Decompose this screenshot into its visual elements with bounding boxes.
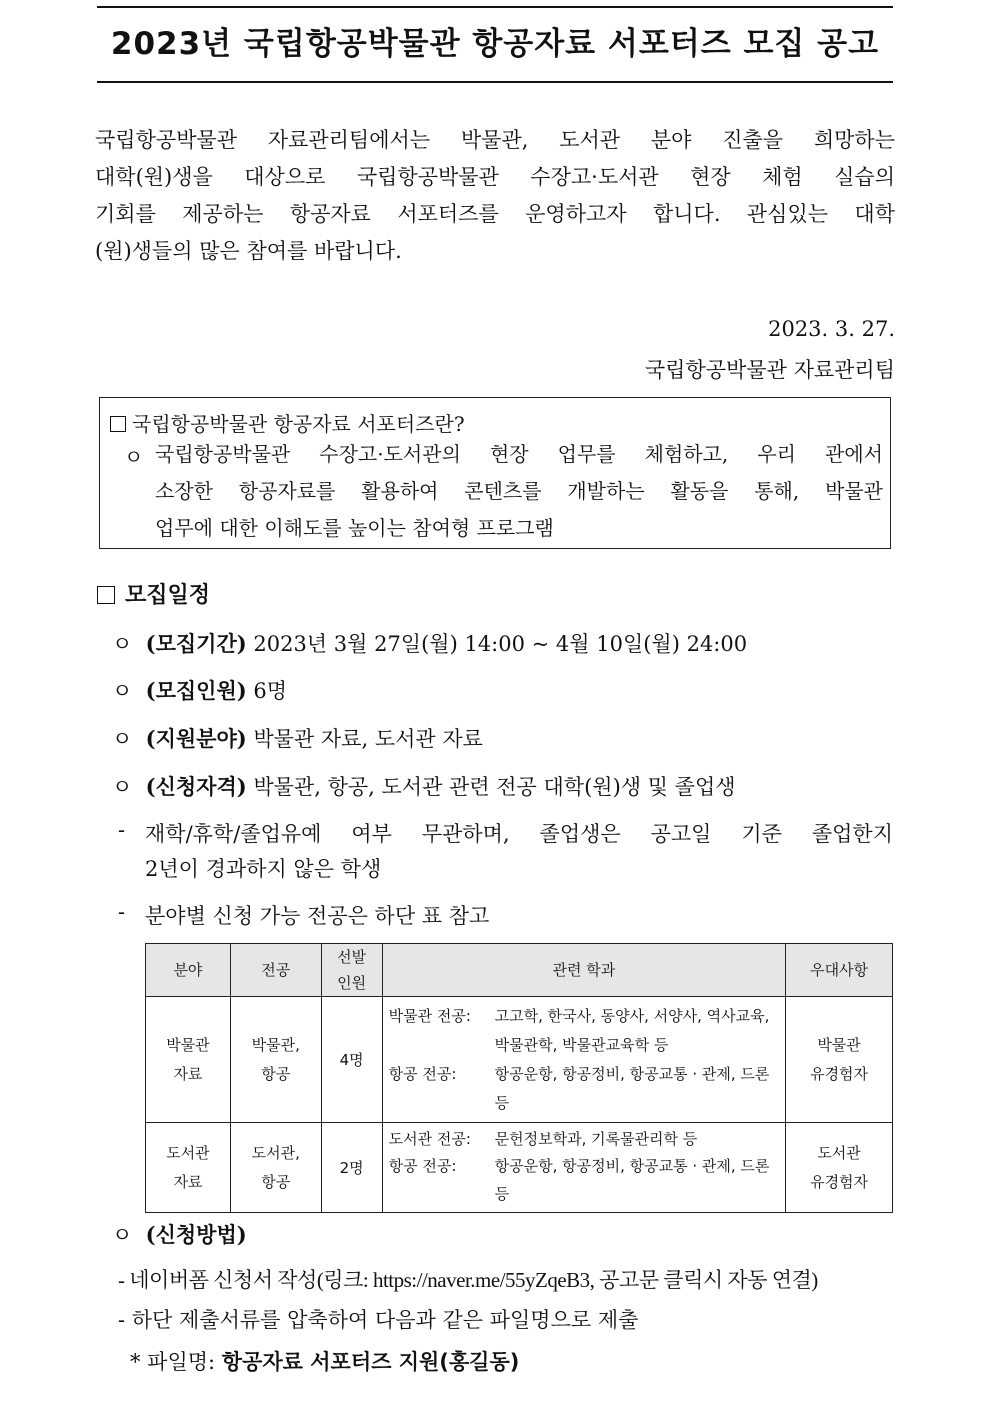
title-top-rule [97,6,893,8]
note-line: 2년이 경과하지 않은 학생 [145,857,382,881]
section-heading-schedule: 모집일정 [97,578,210,609]
cell-pref: 도서관 유경험자 [786,1123,893,1213]
schedule-item-field: ㅇ (지원분야) 박물관 자료, 도서관 자료 [112,726,483,751]
cell-quota: 2명 [321,1123,382,1213]
title-bottom-rule [97,81,893,83]
header-major: 전공 [230,944,321,997]
majors-table [145,943,893,1213]
about-box [99,397,891,549]
header-quota: 선발 인원 [321,944,382,997]
apply-method-heading: ㅇ (신청방법) [112,1222,247,1247]
cell-quota: 4명 [321,997,382,1123]
note-line: 분야별 신청 가능 전공은 하단 표 참고 [145,904,490,928]
intro-line: (원)생들의 많은 참여를 바랍니다. [95,239,402,263]
cell-dept: 도서관 전공: 문헌정보학과, 기록물관리학 등 항공 전공: 항공운항, 항공정비, 항공교통 · 관제, 드론 등 [382,1123,786,1213]
header-pref: 우대사항 [786,944,893,997]
schedule-item-eligibility: ㅇ (신청자격) 박물관, 항공, 도서관 관련 전공 대학(원)생 및 졸업생 [112,774,736,799]
note-dash: - [118,900,126,924]
cell-major: 박물관, 항공 [230,997,321,1123]
announcement-date: 2023. 3. 27. [768,317,895,341]
intro-line: 기회를 제공하는 항공자료 서포터즈를 운영하고자 합니다. 관심있는 대학 [95,202,895,226]
header-field: 분야 [146,944,231,997]
schedule-item-quota: ㅇ (모집인원) 6명 [112,678,288,703]
note-line: 재학/휴학/졸업유예 여부 무관하며, 졸업생은 공고일 기준 졸업한지 [145,822,893,846]
apply-file-name: * 파일명: 항공자료 서포터즈 지원(홍길동) [130,1350,520,1374]
apply-line-form: - 네이버폼 신청서 작성(링크: https://naver.me/55yZqeB3, 공고문 클릭시 자동 연결) [118,1268,818,1292]
page-title: 2023년 국립항공박물관 항공자료 서포터즈 모집 공고 [110,26,880,62]
intro-line: 대학(원)생을 대상으로 국립항공박물관 수장고·도서관 현장 체험 실습의 [95,165,895,189]
cell-pref: 박물관 유경험자 [786,997,893,1123]
circle-bullet-icon: ㅇ [124,445,144,469]
header-dept: 관련 학과 [382,944,786,997]
apply-line-submit: - 하단 제출서류를 압축하여 다음과 같은 파일명으로 제출 [118,1308,639,1332]
intro-paragraph [95,122,895,270]
note-dash: - [118,818,126,842]
issuer: 국립항공박물관 자료관리팀 [644,358,895,382]
intro-line: 국립항공박물관 자료관리팀에서는 박물관, 도서관 분야 진출을 희망하는 [95,128,895,152]
about-description: 국립항공박물관 수장고·도서관의 현장 업무를 체험하고, 우리 관에서 소장한 항공자료를 활용하여 콘텐츠를 개발하는 활동을 통해, 박물관 업무에 대한 이해도를 높이는 참여형 프로그램 [155,442,883,540]
about-question: 국립항공박물관 항공자료 서포터즈란? [110,408,465,437]
cell-field: 도서관 자료 [146,1123,231,1213]
checkbox-square-icon [97,586,115,604]
cell-field: 박물관 자료 [146,997,231,1123]
checkbox-square-icon [110,416,126,432]
table-row [146,997,893,1123]
schedule-item-period: ㅇ (모집기간) 2023년 3월 27일(월) 14:00 ~ 4월 10일(월) 24:00 [112,631,748,656]
table-header-row [146,944,893,997]
cell-major: 도서관, 항공 [230,1123,321,1213]
cell-dept: 박물관 전공: 고고학, 한국사, 동양사, 서양사, 역사교육, 박물관학, 박물관교육학 등 항공 전공: 항공운항, 항공정비, 항공교통 · 관제, 드론 등 [382,997,786,1123]
table-row [146,1123,893,1213]
